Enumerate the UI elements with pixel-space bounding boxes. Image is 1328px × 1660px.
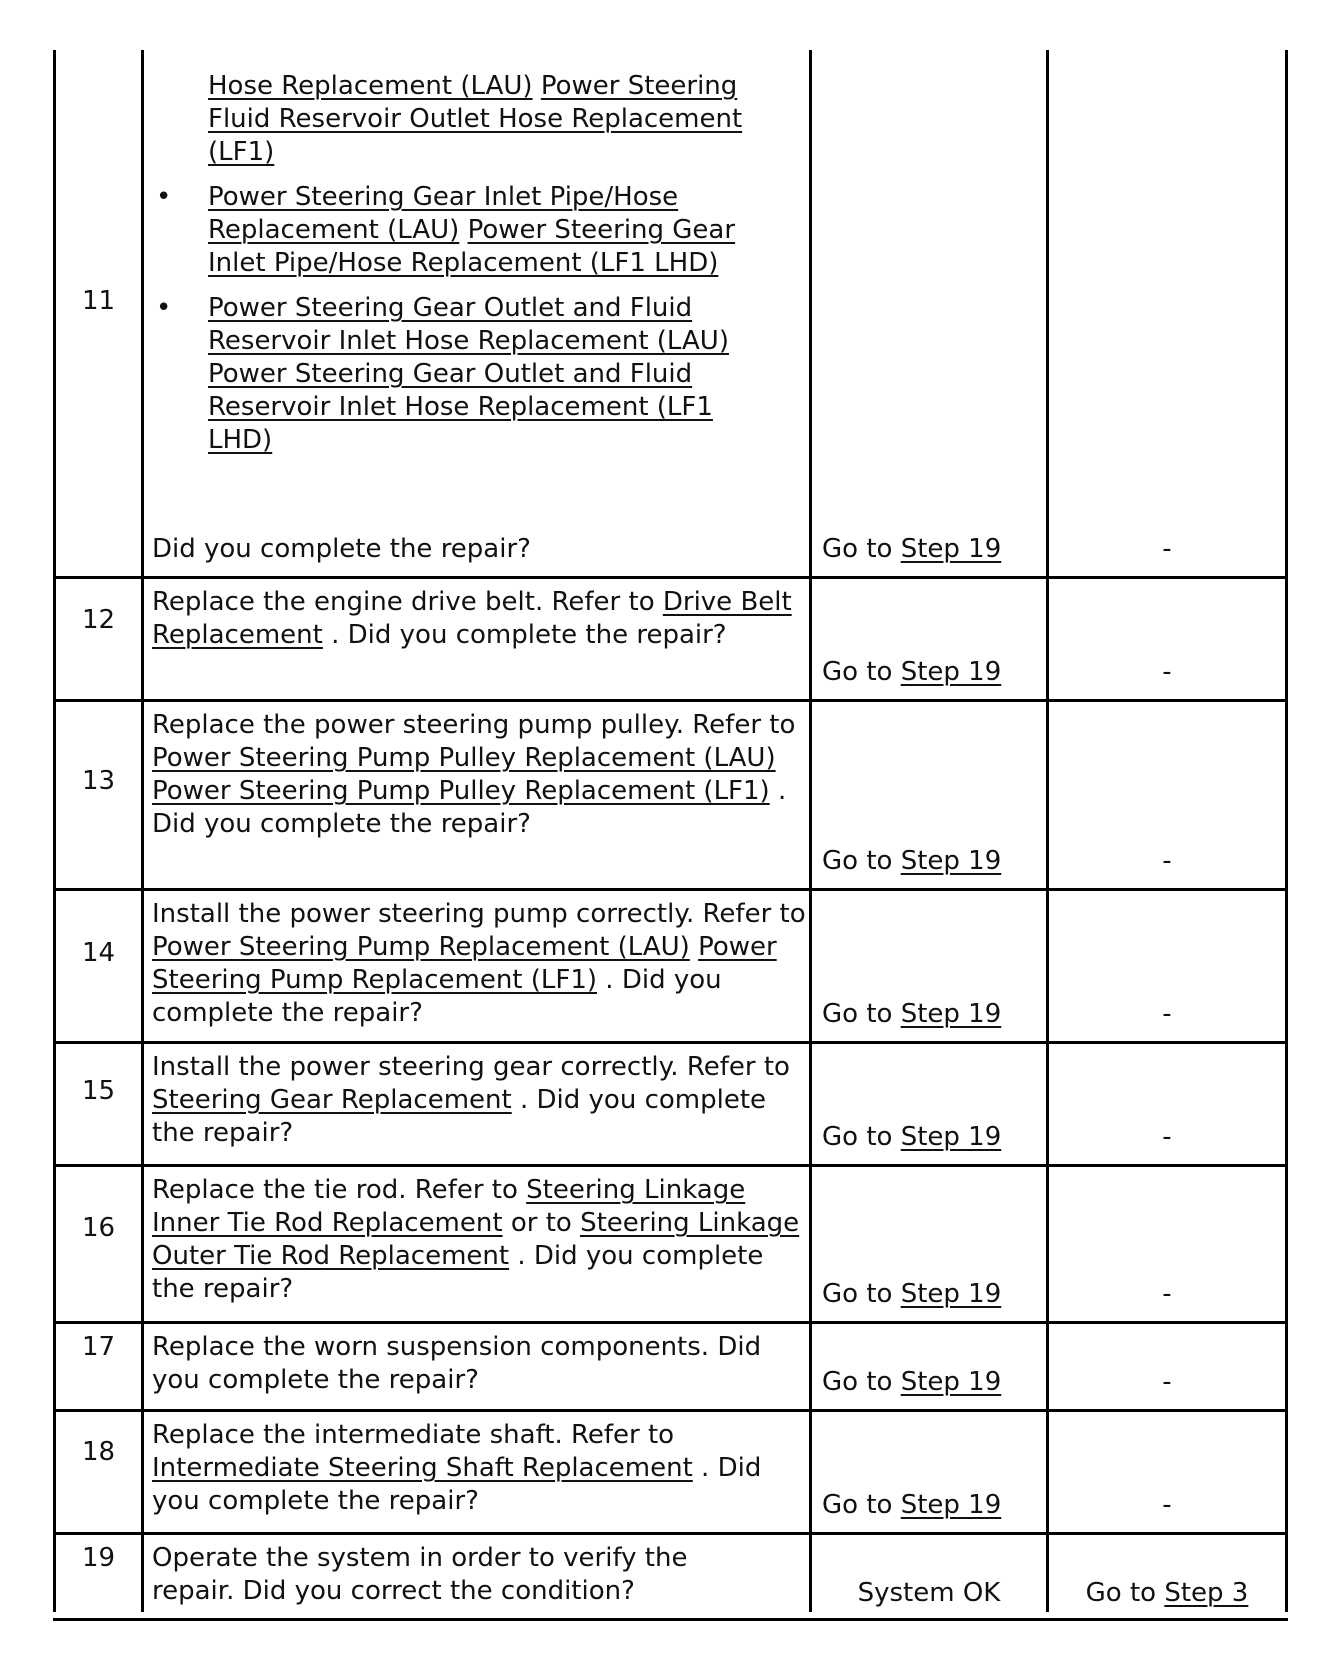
step-number: 14 — [81, 938, 116, 968]
step-link[interactable]: Step 19 — [900, 534, 1002, 564]
step-text: . Did you complete the repair? — [152, 1085, 767, 1148]
link-lau[interactable]: Power Steering Gear Inlet Pipe/Hose Replacement (LAU) — [208, 182, 679, 245]
step-number: 18 — [81, 1437, 116, 1467]
step-link[interactable]: Step 19 — [900, 846, 1002, 876]
no-action: - — [1162, 657, 1172, 687]
step-link[interactable]: Step 3 — [1164, 1578, 1249, 1608]
step-number: 15 — [81, 1076, 116, 1106]
step-description — [152, 898, 807, 1030]
bullet-icon: • — [156, 293, 172, 323]
step-number: 11 — [81, 286, 116, 316]
yes-action: System OK — [857, 1578, 1001, 1608]
step-text: Install the power steering pump correctly. Refer to — [152, 899, 806, 929]
yes-prefix: Go to — [822, 1367, 901, 1397]
table-border-right — [1285, 50, 1288, 1612]
yes-prefix: Go to — [822, 657, 901, 687]
no-action: - — [1162, 534, 1172, 564]
table-divider-step — [141, 50, 144, 1612]
link-lf1[interactable]: Power Steering Fluid Reservoir Outlet Hose Replacement (LF1) — [208, 71, 743, 167]
yes-prefix: Go to — [822, 846, 901, 876]
link-inner-tie-rod[interactable]: Steering Linkage Inner Tie Rod Replacement — [152, 1175, 746, 1238]
yes-action — [822, 845, 1042, 878]
row-divider — [53, 1321, 1288, 1324]
step-description — [152, 709, 807, 841]
no-action: - — [1162, 846, 1172, 876]
no-action: - — [1162, 1367, 1172, 1397]
step-description — [156, 70, 768, 469]
list-item — [156, 292, 768, 457]
step-text: Replace the worn suspension components. Did you complete the repair? — [152, 1332, 762, 1395]
row-divider — [53, 888, 1288, 891]
list-item — [156, 181, 768, 280]
row-divider — [53, 699, 1288, 702]
link-pulley-lf1[interactable]: Power Steering Pump Pulley Replacement (LF1) — [152, 776, 770, 806]
link-outer-tie-rod[interactable]: Steering Linkage Outer Tie Rod Replacement — [152, 1208, 800, 1271]
link-pulley-lau[interactable]: Power Steering Pump Pulley Replacement (LAU) — [152, 743, 776, 773]
step-text: . Did you complete the repair? — [152, 1453, 762, 1516]
yes-prefix: Go to — [822, 1490, 901, 1520]
step-number: 19 — [81, 1543, 116, 1573]
list-item — [208, 70, 768, 169]
link-pump-lf1[interactable]: Power Steering Pump Replacement (LF1) — [152, 932, 777, 995]
step-text: or to — [502, 1208, 581, 1238]
step-description — [152, 1542, 752, 1608]
step-text: . Did you complete the repair? — [322, 620, 727, 650]
row-divider — [53, 1041, 1288, 1044]
step-number: 17 — [81, 1332, 116, 1362]
step-link[interactable]: Step 19 — [900, 1122, 1002, 1152]
step-description — [152, 1331, 807, 1397]
step-number: 12 — [81, 605, 116, 635]
step-number: 16 — [81, 1213, 116, 1243]
row-divider — [53, 1409, 1288, 1412]
yes-prefix: Go to — [822, 1279, 901, 1309]
yes-action — [822, 1121, 1042, 1154]
step-description — [152, 1051, 807, 1150]
step-text: Replace the power steering pump pulley. Refer to — [152, 710, 796, 740]
step-text: . Did you complete the repair? — [152, 965, 722, 1028]
step-question: Did you complete the repair? — [152, 534, 531, 564]
link-lau[interactable]: Hose Replacement (LAU) — [208, 71, 533, 101]
yes-action — [822, 1489, 1042, 1522]
step-description — [152, 1419, 807, 1518]
step-description — [152, 586, 807, 652]
step-number: 13 — [81, 766, 116, 796]
row-divider — [53, 1532, 1288, 1535]
no-action: - — [1162, 999, 1172, 1029]
step-link[interactable]: Step 19 — [900, 1490, 1002, 1520]
link-lf1[interactable]: Power Steering Gear Inlet Pipe/Hose Replacement (LF1 LHD) — [208, 215, 736, 278]
link-intermediate-shaft[interactable]: Intermediate Steering Shaft Replacement — [152, 1453, 693, 1483]
yes-prefix: Go to — [822, 534, 901, 564]
yes-action — [822, 533, 1042, 566]
step-text: Install the power steering gear correctly. Refer to — [152, 1052, 790, 1082]
step-description — [152, 1174, 807, 1306]
step-link[interactable]: Step 19 — [900, 657, 1002, 687]
bullet-icon: • — [156, 182, 172, 212]
step-text: Replace the tie rod. Refer to — [152, 1175, 527, 1205]
row-divider — [53, 1164, 1288, 1167]
no-action: - — [1162, 1490, 1172, 1520]
yes-prefix: Go to — [822, 999, 901, 1029]
link-lau[interactable]: Power Steering Gear Outlet and Fluid Reservoir Inlet Hose Replacement (LAU) — [208, 293, 729, 356]
step-link[interactable]: Step 19 — [900, 1367, 1002, 1397]
yes-action — [822, 656, 1042, 689]
link-pump-lau[interactable]: Power Steering Pump Replacement (LAU) — [152, 932, 690, 962]
yes-action — [822, 1278, 1042, 1311]
step-link[interactable]: Step 19 — [900, 1279, 1002, 1309]
yes-action — [822, 1366, 1042, 1399]
table-border-bottom — [53, 1618, 1288, 1621]
table-divider-yes — [809, 50, 812, 1612]
yes-action — [822, 998, 1042, 1031]
step-text: Replace the engine drive belt. Refer to — [152, 587, 663, 617]
step-text: . Did you complete the repair? — [152, 1241, 764, 1304]
no-prefix: Go to — [1085, 1578, 1165, 1608]
link-lf1[interactable]: Power Steering Gear Outlet and Fluid Reservoir Inlet Hose Replacement (LF1 LHD) — [208, 359, 713, 455]
no-action — [1049, 1577, 1285, 1610]
step-text: . Did you complete the repair? — [152, 776, 787, 839]
link-steering-gear[interactable]: Steering Gear Replacement — [152, 1085, 512, 1115]
no-action: - — [1162, 1279, 1172, 1309]
link-drive-belt[interactable]: Drive Belt Replacement — [152, 587, 792, 650]
step-link[interactable]: Step 19 — [900, 999, 1002, 1029]
step-text: Replace the intermediate shaft. Refer to — [152, 1420, 675, 1450]
no-action: - — [1162, 1122, 1172, 1152]
step-text: Operate the system in order to verify the repair. Did you correct the condition? — [152, 1543, 688, 1606]
yes-prefix: Go to — [822, 1122, 901, 1152]
row-divider — [53, 576, 1288, 579]
